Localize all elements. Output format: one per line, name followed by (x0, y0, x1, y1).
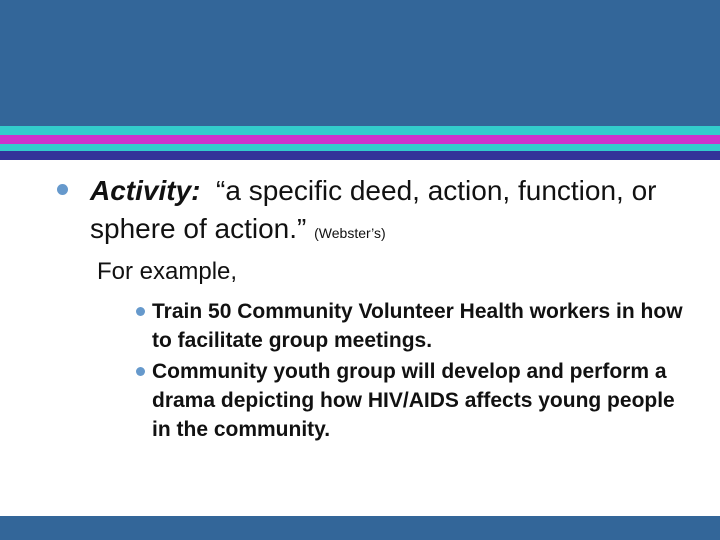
teal-stripe (0, 126, 720, 135)
bullet-icon (136, 307, 145, 316)
teal-stripe-lower (0, 144, 720, 151)
header-band (0, 0, 720, 126)
definition-text: “a specific deed, action, function, or sphere of action.” (90, 175, 657, 244)
citation: (Webster’s) (314, 225, 386, 241)
example-text: Community youth group will develop and perform a drama depicting how HIV/AIDS affects young people in the community. (152, 360, 675, 441)
list-item (130, 297, 690, 355)
main-bullet-icon (57, 184, 68, 195)
main-point (90, 172, 690, 252)
bullet-icon (136, 367, 145, 376)
example-label: For example, (97, 258, 238, 285)
example-text: Train 50 Community Volunteer Health workers in how to facilitate group meetings. (152, 300, 683, 352)
navy-stripe (0, 151, 720, 160)
list-item (130, 357, 690, 444)
example-list (130, 297, 690, 444)
magenta-stripe (0, 135, 720, 144)
definition-term: Activity: (90, 175, 201, 206)
footer-band (0, 516, 720, 540)
